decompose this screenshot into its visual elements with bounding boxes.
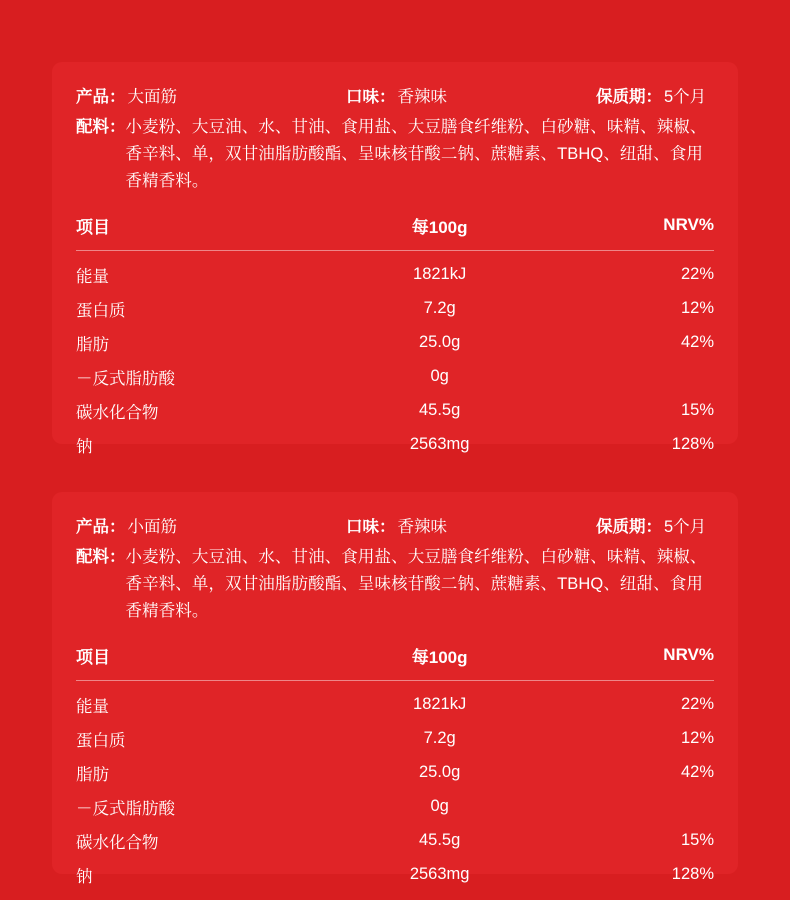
flavor-value: 香辣味: [397, 518, 447, 536]
table-row: [76, 688, 714, 722]
nutrient-name: －反式脂肪酸: [76, 799, 175, 818]
product-label: 产品：: [76, 518, 126, 536]
nutrient-name: 能量: [76, 267, 109, 286]
ingredients-block: [76, 544, 714, 624]
nutrient-name: 能量: [76, 697, 109, 716]
table-divider-cell: [76, 680, 714, 688]
product-label: 产品：: [76, 88, 126, 106]
nutrient-name: 碳水化合物: [76, 403, 159, 422]
table-row: [76, 292, 714, 326]
table-row: [76, 428, 714, 462]
flavor-field: [346, 514, 596, 540]
flavor-label: 口味：: [346, 88, 396, 106]
nutrient-name: －反式脂肪酸: [76, 369, 175, 388]
table-divider-row: [76, 680, 714, 688]
nutrient-per100g: 1821kJ: [413, 695, 467, 714]
column-header-per100g: 每100g: [411, 217, 468, 237]
nutrient-nrv: 22%: [680, 265, 714, 284]
product-field: [76, 514, 346, 540]
nutrient-per100g: 7.2g: [423, 729, 456, 748]
table-row: [76, 360, 714, 394]
nutrient-nrv: 128%: [671, 435, 714, 454]
table-row: [76, 394, 714, 428]
shelf-life-field: [596, 514, 714, 540]
product-info-card: [52, 62, 738, 456]
shelf-life-value: 5个月: [664, 518, 707, 536]
flavor-field: [346, 84, 596, 110]
product-field: [76, 84, 346, 110]
nutrient-per100g: 1821kJ: [413, 265, 467, 284]
nutrient-nrv: 15%: [680, 831, 714, 850]
column-header-item: 项目: [76, 647, 110, 667]
nutrient-per100g: 25.0g: [419, 333, 461, 352]
ingredients-label: 配料：: [76, 548, 126, 567]
column-header-nrv: NRV%: [663, 215, 714, 235]
table-row: [76, 326, 714, 360]
nutrient-nrv: 12%: [680, 729, 714, 748]
shelf-life-label: 保质期：: [596, 518, 662, 536]
nutrient-per100g: 2563mg: [409, 435, 470, 454]
nutrient-nrv: 42%: [680, 763, 714, 782]
table-row: [76, 790, 714, 824]
nutrient-name: 钠: [76, 437, 93, 456]
product-value: 大面筋: [127, 88, 177, 106]
nutrient-nrv: [535, 360, 714, 394]
nutrient-name: 脂肪: [76, 335, 109, 354]
nutrition-header-row: [76, 643, 714, 680]
divider-line: [76, 250, 714, 251]
flavor-value: 香辣味: [397, 88, 447, 106]
nutrient-name: 蛋白质: [76, 301, 126, 320]
nutrient-nrv: 22%: [680, 695, 714, 714]
nutrient-per100g: 45.5g: [419, 831, 461, 850]
column-header-nrv: NRV%: [663, 645, 714, 665]
nutrient-per100g: 0g: [430, 367, 449, 386]
nutrient-per100g: 45.5g: [419, 401, 461, 420]
flavor-label: 口味：: [346, 518, 396, 536]
nutrient-nrv: 12%: [680, 299, 714, 318]
nutrient-per100g: 0g: [430, 797, 449, 816]
nutrition-table: [76, 213, 714, 462]
shelf-life-value: 5个月: [664, 88, 707, 106]
nutrition-table: [76, 643, 714, 892]
table-row: [76, 858, 714, 892]
nutrient-nrv: [535, 790, 714, 824]
ingredients-text: 小麦粉、大豆油、水、甘油、食用盐、大豆膳食纤维粉、白砂糖、味精、辣椒、香辛料、单，双甘油脂肪酸酯、呈味核苷酸二钠、蔗糖素、TBHQ、纽甜、食用香精香料。: [125, 118, 707, 190]
ingredients-text: 小麦粉、大豆油、水、甘油、食用盐、大豆膳食纤维粉、白砂糖、味精、辣椒、香辛料、单，双甘油脂肪酸酯、呈味核苷酸二钠、蔗糖素、TBHQ、纽甜、食用香精香料。: [125, 548, 707, 620]
table-row: [76, 756, 714, 790]
nutrient-name: 碳水化合物: [76, 833, 159, 852]
table-divider-row: [76, 250, 714, 258]
nutrition-header-row: [76, 213, 714, 250]
table-divider-cell: [76, 250, 714, 258]
table-row: [76, 722, 714, 756]
nutrient-name: 钠: [76, 867, 93, 886]
product-header-row: [76, 514, 714, 540]
nutrient-per100g: 25.0g: [419, 763, 461, 782]
nutrient-nrv: 15%: [680, 401, 714, 420]
column-header-per100g: 每100g: [411, 647, 468, 667]
nutrient-per100g: 7.2g: [423, 299, 456, 318]
divider-line: [76, 680, 714, 681]
column-header-item: 项目: [76, 217, 110, 237]
product-header-row: [76, 84, 714, 110]
ingredients-label: 配料：: [76, 118, 126, 137]
table-row: [76, 824, 714, 858]
nutrient-name: 蛋白质: [76, 731, 126, 750]
product-info-card: [52, 492, 738, 886]
ingredients-block: [76, 114, 714, 194]
table-row: [76, 258, 714, 292]
shelf-life-label: 保质期：: [596, 88, 662, 106]
nutrient-name: 脂肪: [76, 765, 109, 784]
nutrient-nrv: 128%: [671, 865, 714, 884]
nutrient-per100g: 2563mg: [409, 865, 470, 884]
shelf-life-field: [596, 84, 714, 110]
product-value: 小面筋: [127, 518, 177, 536]
nutrient-nrv: 42%: [680, 333, 714, 352]
